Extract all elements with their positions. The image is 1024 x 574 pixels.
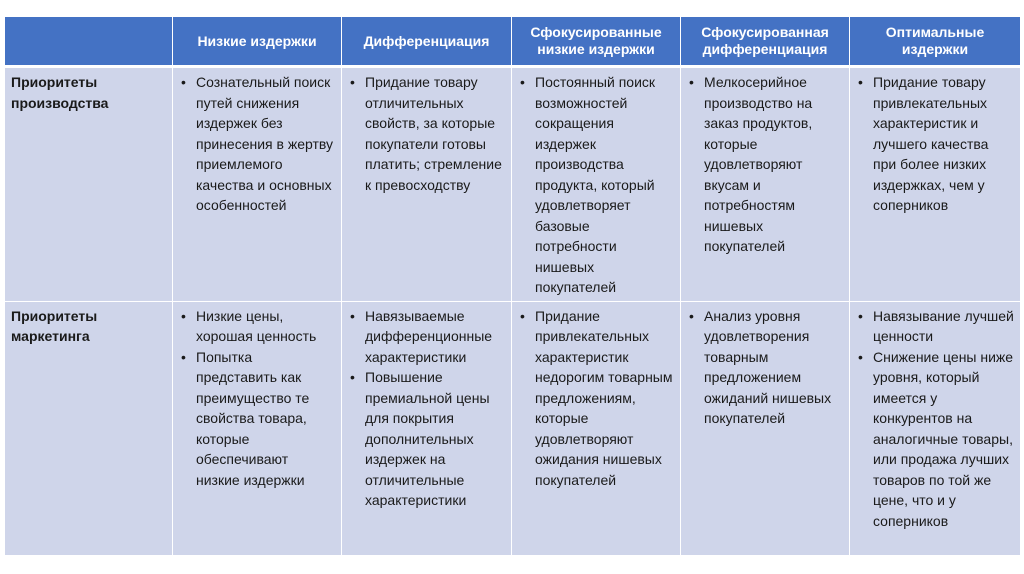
bullet-list: [858, 306, 1014, 532]
list-item-text: Придание привлекательных характеристик недорогим товарным предложениям, которые удовлетворяют ожидания нишевых покупателей: [535, 307, 673, 488]
row-label: Приоритеты маркетинга: [5, 301, 173, 555]
list-item: [520, 72, 674, 298]
header-low-costs: Низкие издержки: [173, 17, 342, 67]
bullet-icon: •: [181, 74, 186, 90]
list-item: [350, 367, 505, 511]
bullet-icon: •: [350, 307, 355, 324]
list-item-text: Низкие цены, хорошая ценность: [196, 307, 317, 344]
list-item: [689, 72, 843, 257]
list-item: [858, 72, 1014, 216]
list-item: [858, 306, 1014, 347]
list-item-text: Придание товару привлекательных характеристик и лучшего качества при более низких издержках, чем у соперников: [873, 74, 989, 213]
header-optimal-costs: Оптимальные издержки: [850, 17, 1021, 67]
list-item-text: Повышение премиальной цены для покрытия дополнительных издержек на отличительные характеристики: [365, 369, 490, 508]
list-item-text: Снижение цены ниже уровня, который имеется у конкурентов на аналогичные товары, или продажа лучших товаров по той же цене, что и у соперников: [873, 348, 1014, 529]
table-cell-focused-differentiation: [681, 301, 850, 555]
bullet-icon: •: [181, 307, 186, 324]
header-focused-differentiation: Сфокусированная дифференциация: [681, 17, 850, 67]
list-item-text: Сознательный поиск путей снижения издержек без принесения в жертву приемлемого качества и основных особенностей: [196, 74, 334, 213]
bullet-icon: •: [858, 348, 863, 365]
list-item-text: Навязывание лучшей ценности: [873, 307, 1014, 344]
list-item: [689, 306, 843, 429]
table-cell-focused-low-costs: [512, 67, 681, 302]
table-cell-low-costs: [173, 301, 342, 555]
list-item-text: Попытка представить как преимущество те свойства товара, которые обеспечивают низкие издержки: [196, 348, 310, 488]
bullet-list: [181, 72, 335, 216]
table-cell-optimal-costs: [850, 301, 1021, 555]
bullet-list: [350, 72, 505, 195]
table-cell-differentiation: [342, 301, 512, 555]
bullet-list: [181, 306, 335, 491]
bullet-icon: •: [520, 307, 525, 324]
list-item: [520, 306, 674, 491]
bullet-icon: •: [689, 74, 694, 90]
bullet-icon: •: [858, 74, 863, 90]
list-item: [181, 72, 335, 216]
bullet-icon: •: [350, 74, 355, 90]
bullet-icon: •: [350, 369, 355, 385]
list-item-text: Анализ уровня удовлетворения товарным предложением ожиданий нишевых покупателей: [704, 307, 832, 426]
list-item-text: Постоянный поиск возможностей сокращения издержек производства продукта, который удовлетворяет базовые потребности нишевых покупателей: [535, 74, 656, 295]
table-cell-optimal-costs: [850, 67, 1021, 302]
bullet-icon: •: [689, 307, 694, 324]
header-focused-low-costs: Сфокусированные низкие издержки: [512, 17, 681, 67]
table-header-row: [5, 17, 1021, 67]
row-label: Приоритеты производства: [5, 67, 173, 302]
list-item: [181, 347, 335, 491]
header-differentiation: Дифференциация: [342, 17, 512, 67]
list-item: [858, 347, 1014, 532]
bullet-list: [689, 72, 843, 257]
bullet-list: [858, 72, 1014, 216]
list-item: [181, 306, 335, 347]
list-item-text: Мелкосерийное производство на заказ продуктов, которые удовлетворяют вкусам и потребностям нишевых покупателей: [704, 74, 813, 254]
list-item: [350, 72, 505, 195]
header-corner-cell: [5, 17, 173, 67]
bullet-list: [350, 306, 505, 511]
bullet-icon: •: [181, 348, 186, 365]
table-cell-focused-differentiation: [681, 67, 850, 302]
list-item: [350, 306, 505, 368]
bullet-icon: •: [858, 307, 863, 324]
list-item-text: Придание товару отличительных свойств, за которые покупатели готовы платить; стремление к превосходству: [365, 74, 502, 193]
bullet-list: [689, 306, 843, 429]
list-item-text: Навязываемые дифференционные характеристики: [365, 307, 493, 365]
table-container: [4, 16, 1020, 556]
strategy-comparison-table: [4, 16, 1021, 556]
table-row-marketing-priorities: [5, 301, 1021, 555]
bullet-list: [520, 72, 674, 298]
table-cell-focused-low-costs: [512, 301, 681, 555]
table-cell-differentiation: [342, 67, 512, 302]
bullet-list: [520, 306, 674, 491]
bullet-icon: •: [520, 74, 525, 90]
table-cell-low-costs: [173, 67, 342, 302]
table-row-production-priorities: [5, 67, 1021, 302]
